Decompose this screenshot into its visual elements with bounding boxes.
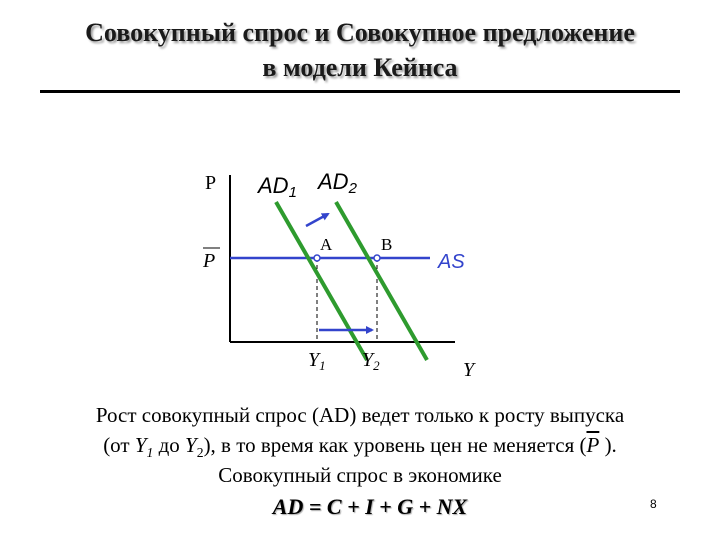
ad1-curve: [276, 202, 367, 360]
y-axis-label: P: [205, 172, 217, 194]
point-b-marker: [374, 255, 380, 261]
point-b-label: B: [381, 235, 393, 254]
slide-title-line2: в модели Кейнса: [262, 53, 458, 82]
x-axis-label: Y: [463, 359, 475, 381]
point-a-label: A: [320, 235, 333, 254]
slide-title-line1: Совокупный спрос и Совокупное предложение: [85, 18, 635, 47]
ad2-label: AD2: [318, 169, 357, 197]
page-number: 8: [650, 497, 657, 511]
caption-line2: (от $Y_1$ до $Y_2$), в то время как уровень цен не меняется ($\overline{P}$ ).: [103, 433, 617, 461]
caption-line1: Рост совокупный спрос (AD) ведет только к росту выпуска: [95, 403, 625, 427]
ad1-label: AD1: [258, 173, 297, 201]
caption-line3: Совокупный спрос в экономике: [218, 463, 502, 487]
ad-formula: AD = C + I + G + NX: [272, 494, 468, 519]
ad2-curve: [336, 202, 427, 360]
price-level-label: P: [203, 250, 216, 272]
point-a-marker: [314, 255, 320, 261]
as-label: AS: [438, 251, 465, 273]
y1-label: $Y_1$: [308, 349, 326, 373]
price-level-symbol: $\overline{P}$: [586, 433, 600, 457]
y2-label: $Y_2$: [362, 349, 380, 373]
ad-shift-arrow: [306, 214, 328, 226]
